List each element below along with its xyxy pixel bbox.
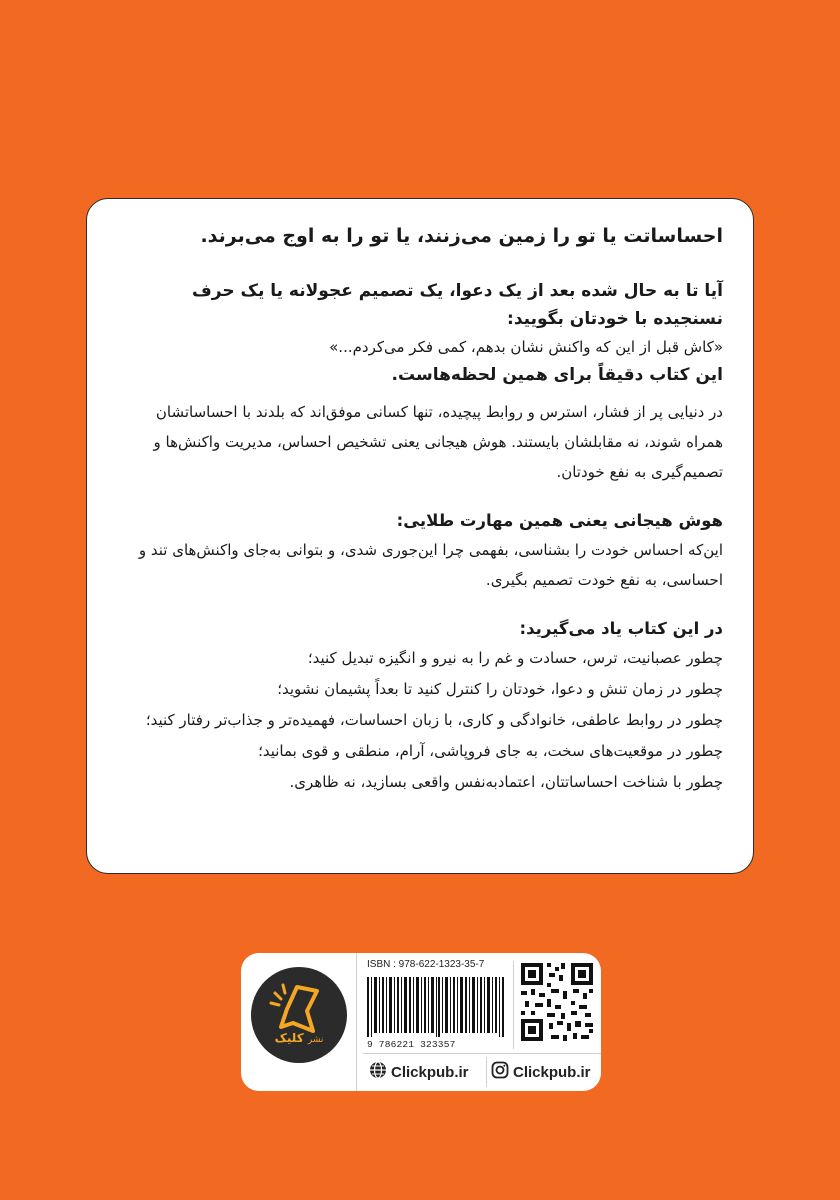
logo-name: کلیک — [274, 1031, 304, 1045]
back-cover-text-panel — [86, 198, 754, 874]
divider — [363, 1053, 601, 1054]
claim-text: این کتاب دقیقاً برای همین لحظه‌هاست. — [391, 365, 723, 385]
headline: احساساتت یا تو را زمین می‌زنند، یا تو را به اوج می‌برند. — [200, 225, 723, 247]
publisher-logo — [241, 953, 357, 1091]
qr-code-icon — [517, 959, 597, 1051]
instagram-text: Clickpub.ir — [513, 1063, 591, 1081]
quote-text: «کاش قبل از این که واکنش نشان بدهم، کمی فکر می‌کردم...» — [329, 338, 723, 356]
isbn-barcode — [363, 959, 511, 1053]
isbn-text: ISBN : 978-622-1323-35-7 — [367, 959, 485, 970]
instagram-icon — [491, 1061, 509, 1083]
list-item: چطور در روابط عاطفی، خانوادگی و کاری، با زبان احساسات، فهمیده‌تر و جذاب‌تر رفتار کنید؛ — [145, 711, 723, 729]
section-title: هوش هیجانی یعنی همین مهارت طلایی: — [396, 511, 723, 530]
barcode-icon — [367, 977, 507, 1037]
divider — [486, 1057, 487, 1087]
list-item: چطور در موقعیت‌های سخت، به جای فروپاشی، آرام، منطقی و قوی بمانید؛ — [258, 742, 723, 760]
learn-list — [117, 643, 723, 798]
question-text: آیا تا به حال شده بعد از یک دعوا، یک تصمیم عجولانه یا یک حرف نسنجیده با خودتان بگویید: — [192, 281, 723, 329]
list-item: چطور عصبانیت، ترس، حسادت و غم را به نیرو و انگیزه تبدیل کنید؛ — [307, 649, 723, 667]
click-logo-icon — [251, 967, 347, 1063]
section-text: این‌که احساس خودت را بشناسی، بفهمی چرا این‌جوری شدی، و بتوانی به‌جای واکنش‌های تند و احساسی، به نفع خودت تصمیم بگیری. — [138, 541, 723, 589]
learn-title: در این کتاب یاد می‌گیرید: — [519, 619, 723, 638]
divider — [513, 961, 514, 1049]
instagram-link[interactable] — [491, 1059, 591, 1085]
intro-paragraph: در دنیایی پر از فشار، استرس و روابط پیچیده، تنها کسانی موفق‌اند که بلدند با احساساتشان همراه شوند، نه مقابلشان بایستند. هوش هیجانی یعنی تشخیص احساس، مدیریت واکنش‌ها و تصمیم‌گیری به نفع خودتان. — [153, 403, 723, 481]
list-item: چطور در زمان تنش و دعوا، خودتان را کنترل کنید تا بعداً پشیمان نشوید؛ — [277, 680, 723, 698]
logo-badge — [251, 967, 347, 1063]
logo-sub: نشر — [307, 1035, 324, 1045]
publisher-footer — [241, 953, 601, 1091]
website-link[interactable] — [369, 1059, 469, 1085]
website-text: Clickpub.ir — [391, 1063, 469, 1081]
globe-icon — [369, 1061, 387, 1083]
list-item: چطور با شناخت احساساتتان، اعتمادبه‌نفس واقعی بسازید، نه ظاهری. — [289, 773, 723, 791]
barcode-number: 9 786221 323357 — [367, 1039, 456, 1050]
